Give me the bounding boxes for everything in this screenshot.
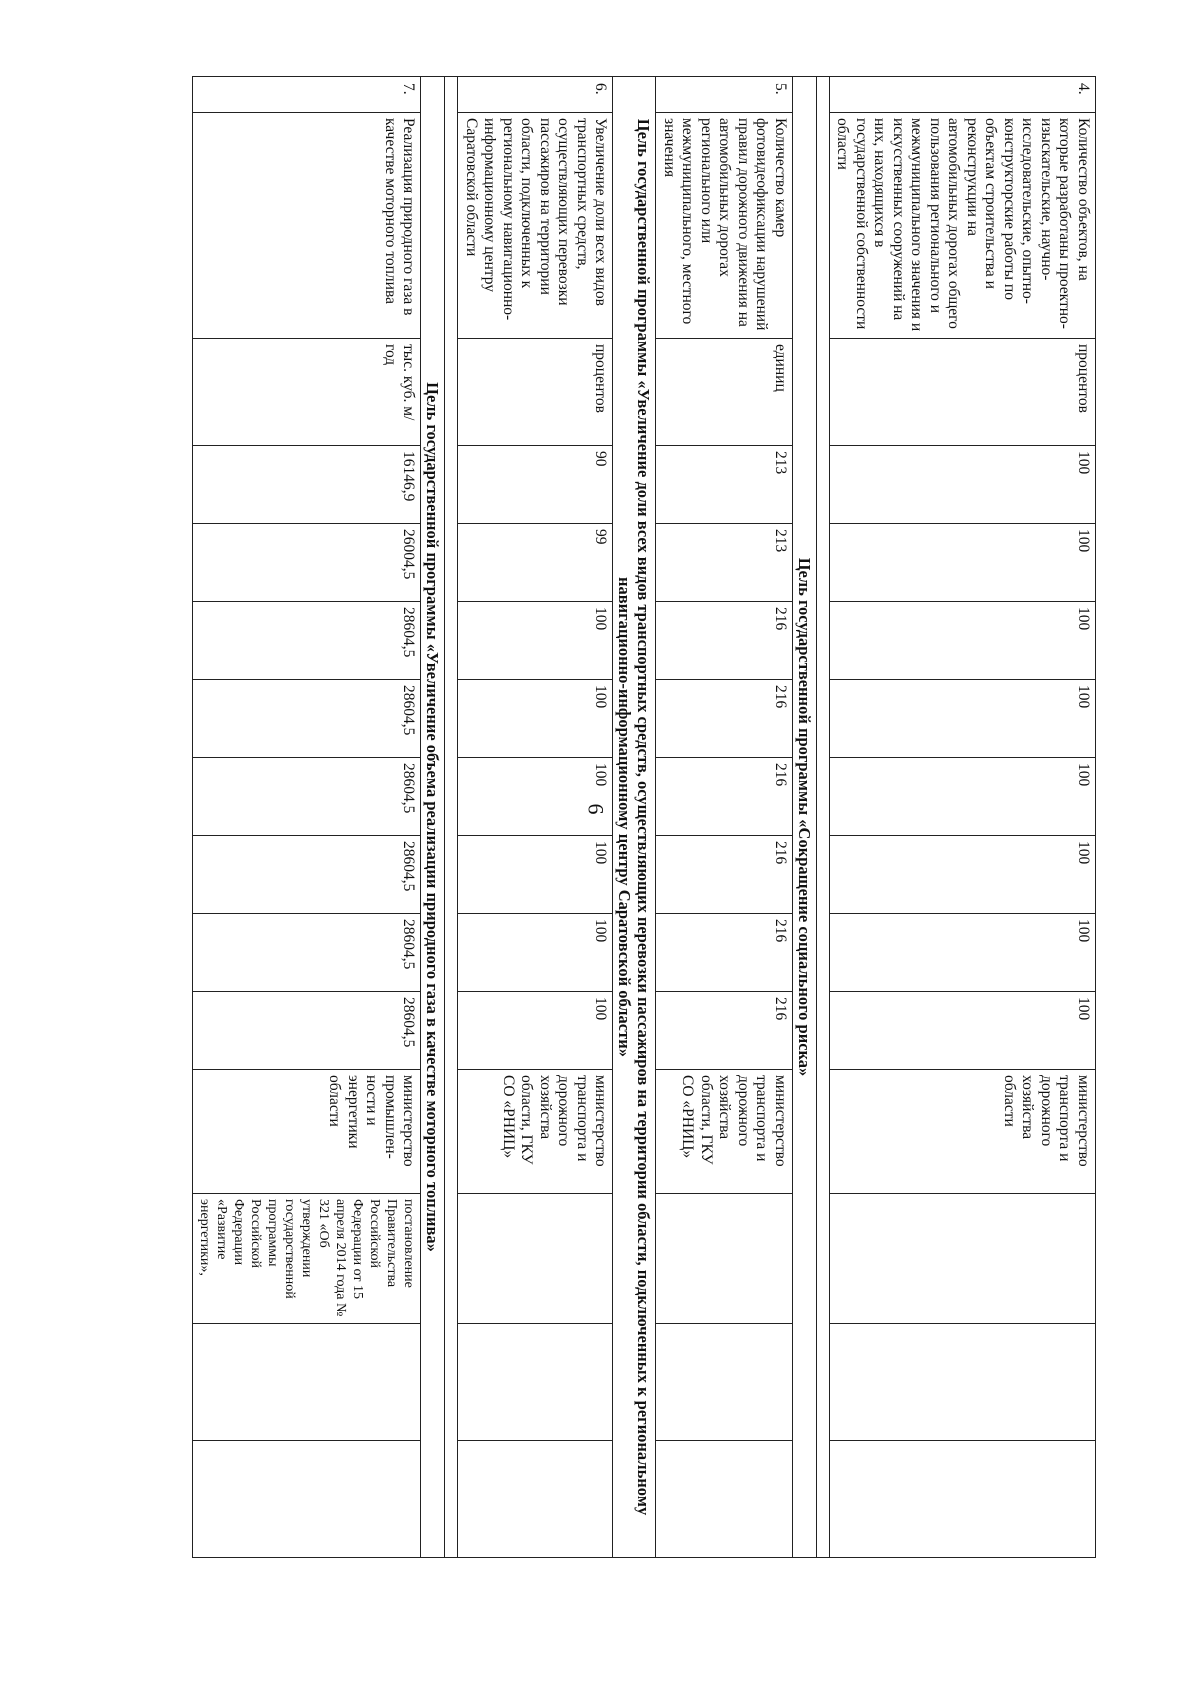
value-cell: 216	[656, 992, 793, 1070]
goal-row	[421, 77, 445, 1558]
value-cell: 100	[830, 602, 1096, 680]
empty-cell	[458, 1441, 613, 1558]
unit-cell: единиц	[656, 339, 793, 446]
executor-cell: министерство промышлен-ности и энергетики области	[193, 1070, 421, 1194]
empty-cell	[458, 1324, 613, 1441]
row-number: 6.	[458, 77, 613, 113]
value-cell: 100	[830, 914, 1096, 992]
gap-cell	[817, 77, 830, 1558]
value-cell: 213	[656, 524, 793, 602]
value-cell: 213	[656, 446, 793, 524]
indicator-name: Реализация природного газа в качестве моторного топлива	[193, 113, 421, 339]
empty-cell	[830, 1441, 1096, 1558]
empty-cell	[830, 1324, 1096, 1441]
value-cell: 28604,5	[193, 758, 421, 836]
goal-heading: Цель государственной программы «Сокращение социального риска»	[793, 77, 817, 1558]
indicator-name: Увеличение доли всех видов транспортных средств, осуществляющих перевозки пассажиров на территории области, подключенных к региональному навигационно-информационному центру Саратовской области	[458, 113, 613, 339]
value-cell: 100	[830, 446, 1096, 524]
document-cell	[656, 1194, 793, 1324]
goal-row	[613, 77, 656, 1558]
indicator-name: Количество объектов, на которые разработаны проектно-изыскательские, научно-исследовательские, опытно-конструкторские работы по объектам строительства и реконструкции на автомобильных дорогах общего пользования регионального и межмуниципального значения и искусственных сооружений на них, находящихся в государственной собственности области	[830, 113, 1096, 339]
empty-cell	[193, 1441, 421, 1558]
value-cell: 100	[458, 914, 613, 992]
spacer-row	[817, 77, 830, 1558]
value-cell: 99	[458, 524, 613, 602]
row-number: 7.	[193, 77, 421, 113]
document-cell: постановление Правительства Российской Федерации от 15 апреля 2014 года № 321 «Об утверждении государственной программы Российской Федерации «Развитие энергетики»,	[193, 1194, 421, 1324]
table-row	[193, 77, 421, 1558]
value-cell: 28604,5	[193, 680, 421, 758]
table-row	[656, 77, 793, 1558]
value-cell: 100	[830, 680, 1096, 758]
page-number: 6	[583, 803, 609, 815]
indicator-table-sheet	[196, 76, 1096, 1556]
value-cell: 100	[458, 602, 613, 680]
value-cell: 28604,5	[193, 602, 421, 680]
value-cell: 216	[656, 680, 793, 758]
value-cell: 100	[830, 758, 1096, 836]
executor-cell: министерство транспорта и дорожного хозяйства области, ГКУ СО «РНИЦ»	[656, 1070, 793, 1194]
goal-row	[793, 77, 817, 1558]
value-cell: 26004,5	[193, 524, 421, 602]
value-cell: 100	[458, 836, 613, 914]
indicator-name: Количество камер фотовидеофиксации нарушений правил дорожного движения на автомобильных дорогах регионального или межмуниципального, местного значения	[656, 113, 793, 339]
unit-cell: процентов	[458, 339, 613, 446]
spacer-row	[445, 77, 458, 1558]
executor-cell: министерство транспорта и дорожного хозяйства области, ГКУ СО «РНИЦ»	[458, 1070, 613, 1194]
empty-cell	[656, 1441, 793, 1558]
value-cell: 100	[830, 992, 1096, 1070]
value-cell: 100	[458, 758, 613, 836]
executor-cell: министерство транспорта и дорожного хозяйства области	[830, 1070, 1096, 1194]
row-number: 5.	[656, 77, 793, 113]
value-cell: 16146,9	[193, 446, 421, 524]
value-cell: 216	[656, 914, 793, 992]
unit-cell: тыс. куб. м/ год	[193, 339, 421, 446]
document-cell	[458, 1194, 613, 1324]
indicator-table	[193, 76, 1097, 1558]
value-cell: 100	[458, 680, 613, 758]
value-cell: 28604,5	[193, 992, 421, 1070]
value-cell: 100	[830, 836, 1096, 914]
empty-cell	[656, 1324, 793, 1441]
unit-cell: процентов	[830, 339, 1096, 446]
goal-heading: Цель государственной программы «Увеличение доли всех видов транспортных средств, осуществляющих перевозки пассажиров на территории области, подключенных к региональному навигационно-информационному центру Саратовской области»	[613, 77, 656, 1558]
value-cell: 216	[656, 836, 793, 914]
document-cell	[830, 1194, 1096, 1324]
value-cell: 28604,5	[193, 836, 421, 914]
value-cell: 216	[656, 758, 793, 836]
value-cell: 100	[458, 992, 613, 1070]
table-row	[830, 77, 1096, 1558]
row-number: 4.	[830, 77, 1096, 113]
value-cell: 216	[656, 602, 793, 680]
goal-heading: Цель государственной программы «Увеличение объема реализации природного газа в качестве моторного топлива»	[421, 77, 445, 1558]
value-cell: 28604,5	[193, 914, 421, 992]
value-cell: 100	[830, 524, 1096, 602]
gap-cell	[445, 77, 458, 1558]
empty-cell	[193, 1324, 421, 1441]
value-cell: 90	[458, 446, 613, 524]
table-row	[458, 77, 613, 1558]
